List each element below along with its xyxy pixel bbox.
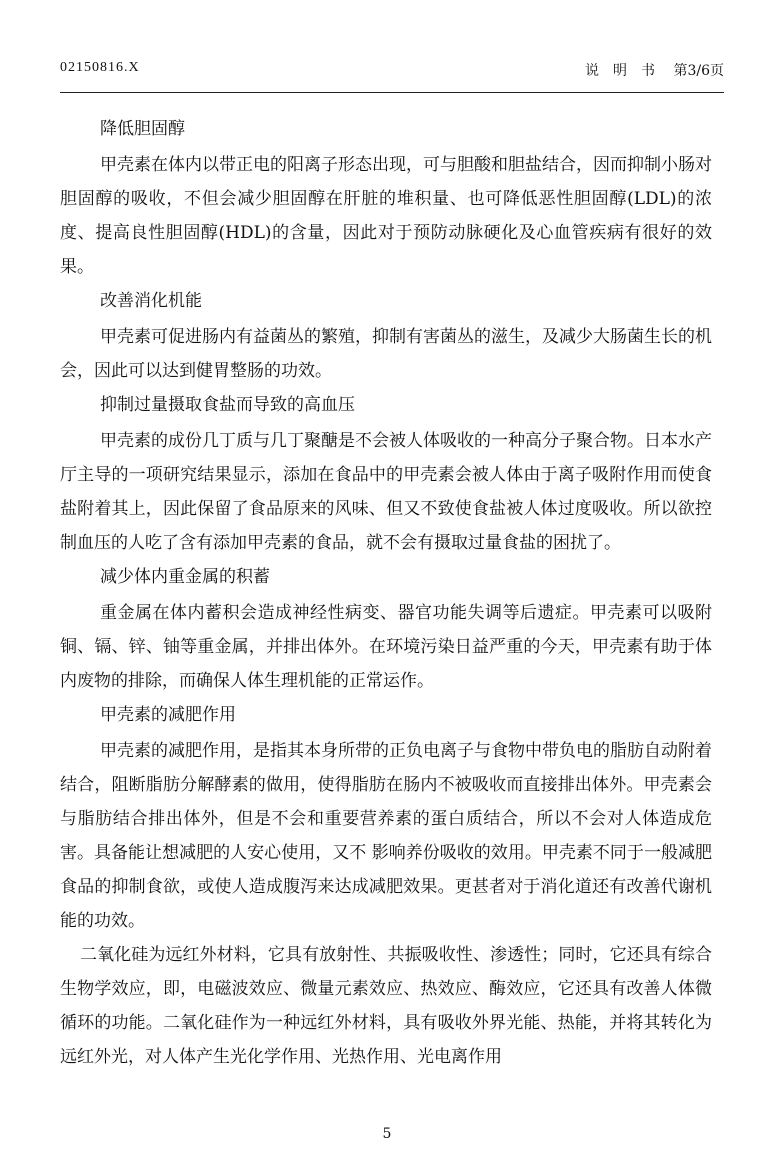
section-heading: 降低胆固醇 — [100, 119, 185, 139]
page-number: 5 — [382, 1126, 392, 1142]
page-header — [60, 60, 724, 82]
closing-paragraph: 二氧化硅为远红外材料，它具有放射性、共振吸收性、渗透性；同时，它还具有综合生物学效应，即，电磁波效应、微量元素效应、热效应、酶效应，它还具有改善人体微循环的功能。二氧化硅作为一种远红外材料，具有吸收外界光能、热能，并将其转化为远红外光，对人体产生光化学作用、光热作用、光电离作用 — [60, 945, 712, 1067]
header-divider — [60, 92, 724, 93]
section-paragraph: 甲壳素在体内以带正电的阳离子形态出现，可与胆酸和胆盐结合，因而抑制小肠对胆固醇的吸收，不但会减少胆固醇在肝脏的堆积量、也可降低恶性胆固醇(LDL)的浓度、提高良性胆固醇(HDL)的含量，因此对于预防动脉硬化及心血管疾病有很好的效果。 — [60, 155, 712, 277]
section-paragraph: 甲壳素的减肥作用，是指其本身所带的正负电离子与食物中带负电的脂肪自动附着结合，阻断脂肪分解酵素的做用，使得脂肪在肠内不被吸收而直接排出体外。甲壳素会与脂肪结合排出体外，但是不会和重要营养素的蛋白质结合，所以不会对人体造成危害。具备能让想减肥的人安心使用，又不 影响养份吸收的效用。甲壳素不同于一般减肥食品的抑制食欲，或使人造成腹泻来达成减肥效果。更甚者对于消化道还有改善代谢机能的功效。 — [60, 741, 712, 931]
section-heading: 甲壳素的减肥作用 — [100, 705, 236, 725]
section-heading: 抑制过量摄取食盐而导致的高血压 — [100, 395, 355, 415]
section-heading: 改善消化机能 — [100, 291, 202, 311]
section-paragraph: 甲壳素的成份几丁质与几丁聚醣是不会被人体吸收的一种高分子聚合物。日本水产厅主导的一项研究结果显示，添加在食品中的甲壳素会被人体由于离子吸附作用而使食盐附着其上，因此保留了食品原来的风味、但又不致使食盐被人体过度吸收。所以欲控制血压的人吃了含有添加甲壳素的食品，就不会有摄取过量食盐的困扰了。 — [60, 431, 712, 553]
document-id: 02150816.X — [60, 60, 140, 75]
document-body — [60, 112, 712, 1074]
section-heading: 减少体内重金属的积蓄 — [100, 567, 270, 587]
section-paragraph: 重金属在体内蓄积会造成神经性病变、器官功能失调等后遗症。甲壳素可以吸附铜、镉、锌、铀等重金属，并排出体外。在环境污染日益严重的今天，甲壳素有助于体内废物的排除，而确保人体生理机能的正常运作。 — [60, 603, 712, 691]
page-label: 第3/6页 — [673, 63, 724, 79]
document-type: 说明书 — [585, 63, 670, 79]
section-paragraph: 甲壳素可促进肠内有益菌丛的繁殖，抑制有害菌丛的滋生，及减少大肠菌生长的机会，因此可以达到健胃整肠的功效。 — [60, 327, 712, 381]
document-meta — [585, 60, 724, 80]
